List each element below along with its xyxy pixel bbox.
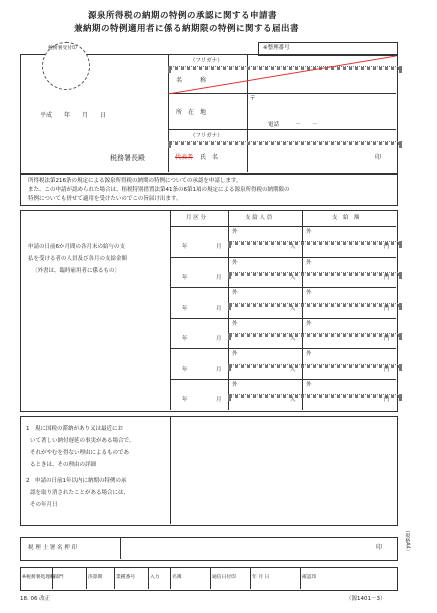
row-label: 月 [216, 336, 222, 343]
form-title-line2: 兼納期の特例適用者に係る納期限の特例に関する届出書 [74, 24, 300, 34]
processing-cell-divider [210, 567, 211, 589]
row-label: 外 [232, 259, 238, 266]
processing-cell-divider [300, 567, 301, 589]
row-divider [170, 379, 396, 380]
processing-cell-label: 部門 [54, 575, 64, 580]
row-midline [228, 241, 402, 245]
note-line-4: るときは、その理由の詳細 [30, 462, 97, 468]
accountant-label: 税 理 士 署 名 押 印 [28, 545, 77, 551]
row-label: 月 [216, 244, 222, 251]
row-midline [228, 272, 402, 276]
application-text-line2: また、この申請が認められた場合は、租税特別措置法第41条の6第1項の規定による源泉所得税の納期限の [28, 187, 290, 193]
row-label: 円 [384, 274, 390, 281]
processing-cell-label: 決算期 [88, 575, 103, 580]
processing-cell-divider [170, 567, 171, 589]
row-label: 月 [216, 305, 222, 312]
row-label: 円 [384, 305, 390, 312]
row-label: 外 [306, 290, 312, 297]
row-label: 人 [290, 244, 296, 251]
processing-cell-divider [52, 567, 53, 589]
processing-cell-label: 通信日付印 [212, 575, 236, 580]
row-label: 外 [306, 259, 312, 266]
header-people: 支 給 人 員 [245, 215, 273, 221]
notes-separator [170, 416, 171, 524]
row-label: 外 [232, 229, 238, 235]
note-line-1: 1 現に国税の滞納があり又は最近にお [26, 426, 124, 432]
footer-form-code: （源1401－3） [346, 596, 386, 602]
furigana2-label: （フリガナ） [190, 133, 223, 139]
header-month: 月 区 分 [186, 215, 206, 221]
table-header-line [170, 226, 396, 227]
row-label: 外 [232, 382, 238, 388]
row-label: 外 [306, 320, 312, 327]
form-title-line1: 源泉所得税の納期の特例の承認に関する申請書 [88, 11, 278, 21]
row-label: 外 [306, 229, 312, 235]
row-label: 円 [384, 366, 390, 373]
row-label: 円 [384, 336, 390, 343]
row-label: 年 [182, 305, 188, 312]
furigana2-line [168, 141, 402, 145]
note-line-6: 認を取り消されたことがある場合には、 [30, 490, 130, 496]
office-use-number-label: ※整理番号 [263, 45, 290, 51]
address-label: 所 在 地 [176, 109, 207, 116]
application-text-line3: 特例についても併せて適用を受けたいのでこの旨届け出ます。 [28, 196, 182, 202]
row-label: 外 [306, 382, 312, 388]
processing-cell-divider [86, 567, 87, 589]
row-label: 人 [290, 397, 296, 404]
processing-cell-label: 業種番号 [116, 575, 136, 580]
left-caption-1: 申請の日前6か月間の各月末の給与の支 [28, 244, 126, 250]
accountant-separator [120, 537, 121, 559]
row-label: 人 [290, 305, 296, 312]
row-label: 年 [182, 244, 188, 251]
row-midline [228, 364, 402, 368]
row-label: 年 [182, 366, 188, 373]
row-divider [170, 287, 396, 288]
processing-cell-divider [148, 567, 149, 589]
row-midline [228, 394, 402, 398]
row-label: 外 [232, 290, 238, 297]
row-label: 外 [306, 351, 312, 358]
row-label: 月 [216, 397, 222, 404]
processing-cell-divider [250, 567, 251, 589]
row-label: 円 [384, 397, 390, 404]
rep-name-label: 氏 名 [200, 154, 219, 161]
table-col-mid2 [302, 210, 303, 410]
processing-cell-label: ※税務署処理欄 [22, 575, 55, 580]
tax-office-head: 税務署長殿 [110, 154, 145, 162]
name-label: 名 称 [176, 77, 207, 84]
row-label: 人 [290, 336, 296, 343]
note-line-2: いて著しい納付遅延の事実がある場合で、 [30, 438, 135, 444]
receipt-stamp-label: 税務署受付印 [48, 46, 77, 51]
row-label: 円 [384, 244, 390, 251]
submission-date: 平成 年 月 日 [40, 112, 107, 119]
row-label: 人 [290, 274, 296, 281]
row-midline [228, 333, 402, 337]
representative-label: 代表者 [175, 154, 194, 161]
row-label: 月 [216, 366, 222, 373]
table-col-left [170, 210, 171, 410]
left-caption-2: 払を受ける者の人員及び各月の支給金額 [28, 256, 128, 262]
furigana-label: （フリガナ） [190, 58, 223, 64]
header-amount: 支 給 額 [332, 215, 360, 221]
postal-mark: 〒 [250, 96, 256, 102]
phone-label: 電話 － － [268, 122, 318, 128]
application-text-line1: 所得税法第216条の規定による源泉所得税の納期の特例についての承認を申請します。 [28, 178, 242, 184]
monthly-table-frame [20, 210, 398, 412]
row-divider [170, 348, 396, 349]
row-divider [170, 257, 396, 258]
row-label: 人 [290, 366, 296, 373]
side-spec: （規格A4） [404, 528, 410, 554]
left-caption-3: 〔外書は、臨時雇用者に係るもの〕 [32, 268, 121, 274]
table-col-mid1 [228, 210, 229, 410]
note-line-5: 2 申請の日前1年以内に納期の特例の承 [26, 478, 127, 484]
note-line-3: それがやむを得ない理由によるものであ [30, 450, 130, 456]
seal-mark: 印 [375, 154, 382, 161]
row-divider [170, 318, 396, 319]
processing-cell-label: 入力 [150, 575, 160, 580]
processing-cell-divider [114, 567, 115, 589]
footer-revision: 18. 06 改正 [20, 596, 51, 602]
row-label: 外 [232, 351, 238, 358]
row-label: 年 [182, 397, 188, 404]
processing-cell-label: 年 月 日 [252, 575, 270, 580]
processing-cell-label: 名簿 [172, 575, 182, 580]
row-label: 月 [216, 274, 222, 281]
row-label: 年 [182, 274, 188, 281]
row-label: 年 [182, 336, 188, 343]
processing-cell-label: 確認印 [302, 575, 317, 580]
row-midline [228, 303, 402, 307]
notes-frame [20, 416, 398, 526]
processing-row [20, 567, 398, 591]
note-line-7: その年月日 [30, 502, 58, 508]
address-bottom-line [168, 129, 396, 130]
row-label: 外 [232, 320, 238, 327]
accountant-seal: 印 [376, 544, 383, 551]
